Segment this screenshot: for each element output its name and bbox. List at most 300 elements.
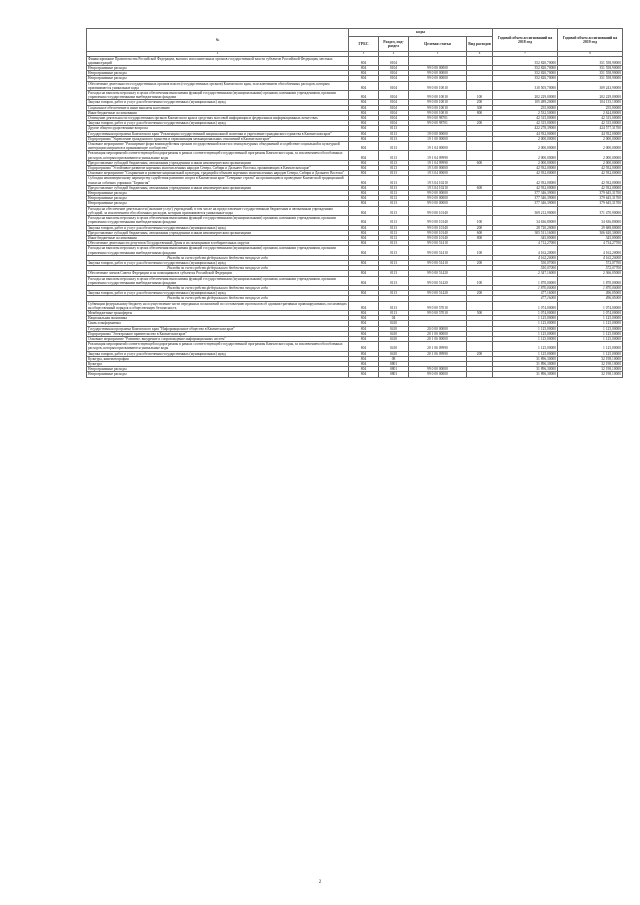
row-grbs: 804 [349,225,379,230]
table-row [87,246,623,255]
table-row [87,91,623,100]
row-razdel: 0113 [379,142,409,151]
row-expense-type [467,142,493,151]
row-target-article: 19 3 00 00000 [409,166,467,171]
row-name: Связь и информатика [87,321,349,326]
row-name: Расходы на выплаты персоналу в целях обеспечения выполнения функций государственными (муниципальными) органами, казенными учреждениями, органами управления государственными внебюджетными фондами [87,276,349,285]
row-target-article: 99 0 00 10140 [409,235,467,240]
row-expense-type [467,206,493,215]
row-amount-2019: 4 162,20000 [558,246,623,255]
row-name: Государственная программа Камчатского края "Информационное общество в Камчатском крае" [87,326,349,331]
row-name: Другие общегосударственные вопросы [87,126,349,131]
row-name: Иные бюджетные ассигнования [87,110,349,115]
col-header-grbs: ГРБС [349,37,379,52]
row-grbs: 804 [349,121,379,126]
row-razdel: 0113 [379,176,409,185]
row-razdel: 0104 [379,121,409,126]
row-amount-2018: 345,00000 [493,235,558,240]
row-target-article: 19 1 00 00000 [409,136,467,141]
row-amount-2019: 351 558,90000 [558,66,623,71]
row-amount-2019: 371 470,90000 [558,206,623,215]
row-amount-2019: 379 645,31700 [558,196,623,201]
row-expense-type [467,342,493,351]
row-amount-2018: 28 720,20000 [493,225,558,230]
row-name: Закупка товаров, работ и услуг для обеспечения государственных (муниципальных) нужд [87,260,349,265]
row-grbs: 804 [349,246,379,255]
row-grbs: 804 [349,310,379,315]
row-amount-2019: 496,05000 [558,296,623,301]
row-amount-2018: 352 820,70000 [493,56,558,65]
row-amount-2019: 2 624,80000 [558,110,623,115]
row-name: Предоставление субсидий бюджетным, автономным учреждениям и иным некоммерческим организациям [87,230,349,235]
row-amount-2018: 31 896,30000 [493,367,558,372]
row-grbs: 804 [349,176,379,185]
row-expense-type: 100 [467,276,493,285]
row-amount-2019: 42 315,00000 [558,121,623,126]
row-name: Закупка товаров, работ и услуг для обеспечения государственных (муниципальных) нужд [87,121,349,126]
row-name: Расходы на выплаты персоналу в целях обеспечения выполнения функций государственными (муниципальными) органами, казенными учреждениями, органами управления государственными внебюджетными фондами [87,216,349,225]
row-razdel: 0113 [379,160,409,165]
row-target-article: 99 0 00 00000 [409,71,467,76]
row-target-article: 99 0 00 10010 [409,100,467,105]
row-amount-2019: 1 125,00000 [558,316,623,321]
row-razdel: 04 [379,316,409,321]
row-expense-type: 500 [467,310,493,315]
row-target-article: 99 0 00 10140 [409,206,467,215]
col-header-cs: Целевая статья [409,37,467,52]
row-expense-type: 200 [467,121,493,126]
row-target-article: 99 0 00 00000 [409,201,467,206]
row-target-article: 99 0 00 98701 [409,121,467,126]
table-row [87,301,623,310]
row-amount-2018: 1 125,00000 [493,336,558,341]
row-grbs: 804 [349,110,379,115]
row-grbs: 804 [349,351,379,356]
row-amount-2018: 310 505,70000 [493,81,558,90]
row-target-article: 99 0 00 10010 [409,110,467,115]
row-razdel: 0113 [379,166,409,171]
row-amount-2018: 2 000,00000 [493,151,558,160]
row-amount-2018: 550,07000 [493,266,558,271]
row-razdel: 0410 [379,351,409,356]
col-header-vr: Вид расходов [467,37,493,52]
row-expense-type: 100 [467,91,493,100]
row-amount-2018: 31 896,30000 [493,372,558,377]
row-name: Непрограммные расходы [87,76,349,81]
row-amount-2018: 477,16000 [493,296,558,301]
row-razdel: 0113 [379,185,409,190]
row-amount-2018: 42 932,00000 [493,166,558,171]
row-razdel: 0104 [379,81,409,90]
row-grbs: 804 [349,235,379,240]
row-razdel: 0113 [379,246,409,255]
row-name: Подпрограмма "Устойчивое развитие коренных малочисленных народов Севера, Сибири и Дальнего Востока, проживающих в Камчатском крае" [87,166,349,171]
row-amount-2019: 496,05000 [558,291,623,296]
row-razdel: 0113 [379,216,409,225]
row-amount-2018: 31 896,30000 [493,356,558,361]
row-amount-2019: 1 870,00000 [558,276,623,285]
row-amount-2018: 31 896,30000 [493,361,558,366]
row-name: Предоставление субсидий бюджетным, автономным учреждениям и иным некоммерческим организациям [87,185,349,190]
row-name: Социальное обеспечение и иные выплаты населению [87,105,349,110]
row-amount-2019: 379 645,31700 [558,191,623,196]
table-row [87,206,623,215]
row-amount-2018: 1 125,00000 [493,316,558,321]
budget-table-body [87,56,623,377]
row-name: Закупка товаров, работ и услуг для обеспечения государственных (муниципальных) нужд [87,291,349,296]
row-name: Непрограммные расходы [87,196,349,201]
col-header-razdel: Раздел, под-раздел [379,37,409,52]
row-target-article: 99 0 00 10140 [409,225,467,230]
row-amount-2019: 4 734,27700 [558,241,623,246]
row-amount-2018: 42 315,00000 [493,116,558,121]
row-amount-2019: 32 198,10000 [558,372,623,377]
row-name: Непрограммные расходы [87,367,349,372]
row-amount-2019: 255,00000 [558,105,623,110]
row-grbs: 804 [349,116,379,121]
row-amount-2018: 2 532,50000 [493,110,558,115]
table-row [87,142,623,151]
row-razdel: 0113 [379,191,409,196]
budget-table-sheet [86,28,622,378]
col-header-2018: Годовой объем ассигнований на 2018 год [493,29,558,52]
row-amount-2018: 377 346,39000 [493,196,558,201]
row-razdel: 0113 [379,225,409,230]
row-target-article: 20 0 00 00000 [409,326,467,331]
row-target-article: 99 0 00 00000 [409,372,467,377]
row-name: Непрограммные расходы [87,201,349,206]
row-grbs: 804 [349,105,379,110]
row-razdel: 0104 [379,100,409,105]
row-name: Обеспечение деятельности депутатов Государственной Думы и их помощников в избирательных округах [87,241,349,246]
page-number: 2 [318,880,322,885]
row-grbs: 804 [349,81,379,90]
row-grbs: 804 [349,276,379,285]
row-amount-2018: 4 162,20000 [493,246,558,255]
row-target-article: 99 0 00 51410 [409,260,467,265]
row-razdel: 0410 [379,326,409,331]
col-number-6: 6 [467,52,493,57]
table-row [87,216,623,225]
row-name: Освещение деятельности государственных органов Камчатского края в средствах массовой информации и федеральных информационных агентствах [87,116,349,121]
row-amount-2018: 377 346,39000 [493,191,558,196]
row-razdel: 0410 [379,342,409,351]
row-name: Закупка товаров, работ и услуг для обеспечения государственных (муниципальных) нужд [87,100,349,105]
row-grbs: 804 [349,367,379,372]
row-razdel: 0113 [379,260,409,265]
row-razdel: 0104 [379,56,409,65]
row-name: Непрограммные расходы [87,372,349,377]
table-row [87,176,623,185]
row-amount-2019: 2 000,00000 [558,136,623,141]
row-amount-2019: 351 558,90000 [558,76,623,81]
row-name: Субвенции федеральному бюджету на осуществление части переданных полномочий по составлению протоколов об административных правонарушениях, посягающих на общественный порядок и общественную безопасность [88,301,347,310]
table-row [87,56,623,65]
row-amount-2018: 352 820,70000 [493,76,558,81]
row-razdel: 0113 [379,310,409,315]
col-number-4: 4 [379,52,409,57]
row-expense-type [467,372,493,377]
row-amount-2019: 29 688,80000 [558,225,623,230]
row-amount-2019: 42 315,00000 [558,116,623,121]
row-grbs: 804 [349,191,379,196]
row-razdel: 0113 [379,151,409,160]
row-amount-2019: 1 125,00000 [558,351,623,356]
row-amount-2019: 32 198,10000 [558,367,623,372]
row-grbs: 804 [349,100,379,105]
row-target-article: 99 0 00 10010 [409,105,467,110]
row-razdel: 0113 [379,206,409,215]
row-amount-2019: 32 198,10000 [558,356,623,361]
row-expense-type [467,176,493,185]
row-grbs: 804 [349,56,379,65]
row-amount-2019: 42 932,00000 [558,166,623,171]
row-amount-2019: 2 000,00000 [558,142,623,151]
row-name: Иные бюджетные ассигнования [87,235,349,240]
col-number-3: 3 [349,52,379,57]
row-amount-2018: 105 489,20000 [493,100,558,105]
row-target-article: 99 0 00 00000 [409,66,467,71]
row-expense-type: 200 [467,351,493,356]
row-razdel: 0801 [379,372,409,377]
row-expense-type [467,81,493,90]
row-name: Национальная экономика [87,316,349,321]
row-amount-2019: 424 577,31700 [558,126,623,131]
row-amount-2019: 42 932,00000 [558,171,623,176]
row-target-article: 99 0 00 51420 [409,291,467,296]
row-amount-2018: 34 636,80000 [493,216,558,225]
row-target-article: 20 1 06 09990 [409,351,467,356]
row-amount-2019: 1 074,00000 [558,301,623,310]
row-razdel: 0113 [379,301,409,310]
col-header-num: № [87,29,349,52]
row-target-article: 99 0 00 51420 [409,276,467,285]
row-name: Расходы за счет средств федерального бюджета текущего года [87,255,349,260]
row-expense-type: 200 [467,100,493,105]
row-amount-2018: 1 870,00000 [493,276,558,285]
row-name: Финансирование Правительства Российской Федерации, высших исполнительных органов государственной власти субъектов Российской Федерации, местных администраций [87,56,349,65]
row-name: Расходы на выплаты персоналу в целях обеспечения выполнения функций государственными (муниципальными) органами, казенными учреждениями, органами управления государственными внебюджетными фондами [87,246,349,255]
row-amount-2018: 42 932,00000 [493,185,558,190]
row-target-article: 99 0 00 00000 [409,76,467,81]
row-expense-type: 200 [467,260,493,265]
row-amount-2019: 351 558,90000 [558,56,623,65]
row-name: Субсидия некоммерческому партнерству содействия развитию спорта в Камчатском крае "Северные стрелы" на организацию и проведение Камчатской традиционной гонки на собачьих упряжках "Берингия" [87,176,349,185]
row-razdel: 0113 [379,126,409,131]
row-razdel: 0113 [379,271,409,276]
row-amount-2019: 42 932,00000 [558,185,623,190]
row-amount-2019: 4 162,20000 [558,255,623,260]
row-amount-2019: 104 135,10000 [558,100,623,105]
row-target-article: 99 0 00 00000 [409,367,467,372]
row-name: Реализация мероприятий соответствующей подпрограммы в рамках соответствующей государственной программы Камчатского края, за исключением обособленных расходов, которым присваиваются уникальные коды [87,342,349,351]
row-name: Расходы за счет средств федерального бюджета текущего года [87,285,349,290]
row-amount-2019: 2 366,05000 [558,271,623,276]
row-grbs: 804 [349,131,379,136]
row-grbs: 804 [349,260,379,265]
table-row [87,81,623,90]
col-number-5: 5 [409,52,467,57]
row-razdel: 0113 [379,235,409,240]
row-target-article: 99 0 00 51420 [409,271,467,276]
row-name: Закупка товаров, работ и услуг для обеспечения государственных (муниципальных) нужд [87,225,349,230]
row-grbs: 804 [349,185,379,190]
row-grbs: 804 [349,241,379,246]
row-expense-type [467,56,493,65]
row-grbs: 804 [349,331,379,336]
row-grbs: 804 [349,361,379,366]
row-amount-2018: 202 229,00000 [493,91,558,100]
row-razdel: 0104 [379,66,409,71]
row-expense-type [467,151,493,160]
row-name: Подпрограмма "Укрепление гражданского единства и гармонизация межнациональных отношений в Камчатском крае" [87,136,349,141]
row-razdel: 08 [379,356,409,361]
row-amount-2019: 44 932,00000 [558,131,623,136]
row-amount-2018: 42 932,00000 [493,171,558,176]
row-target-article: 19 3 04 10210 [409,185,467,190]
row-grbs: 804 [349,66,379,71]
row-expense-type: 200 [467,291,493,296]
row-expense-type: 200 [467,225,493,230]
row-grbs: 804 [349,356,379,361]
table-row [87,151,623,160]
row-expense-type: 300 [467,105,493,110]
row-name: Обеспечение членов Совета Федерации и их помощников в субъектах Российской Федерации [87,271,349,276]
row-expense-type [467,301,493,310]
row-razdel: 0104 [379,110,409,115]
table-row [87,372,623,377]
row-amount-2019: 351 558,90000 [558,71,623,76]
row-amount-2018: 4 712,27000 [493,241,558,246]
row-amount-2018: 1 125,00000 [493,351,558,356]
row-grbs: 804 [349,76,379,81]
row-grbs: 804 [349,321,379,326]
row-grbs: 804 [349,326,379,331]
row-amount-2018: 2 347,16000 [493,271,558,276]
row-grbs: 804 [349,142,379,151]
row-razdel: 0113 [379,241,409,246]
row-expense-type: 600 [467,230,493,235]
row-target-article: 99 0 00 10140 [409,230,467,235]
row-grbs: 804 [349,206,379,215]
row-amount-2018: 1 125,00000 [493,321,558,326]
row-expense-type: 600 [467,160,493,165]
row-amount-2019: 379 645,31700 [558,201,623,206]
row-razdel: 0104 [379,71,409,76]
row-target-article: 99 0 00 00000 [409,191,467,196]
row-amount-2018: 477,16000 [493,291,558,296]
row-amount-2018: 255,00000 [493,105,558,110]
row-razdel: 0113 [379,201,409,206]
row-grbs: 804 [349,196,379,201]
row-amount-2018: 42 932,00000 [493,176,558,185]
row-grbs: 804 [349,342,379,351]
row-target-article: 99 0 00 51410 [409,241,467,246]
row-name: Основное мероприятие "Развитие, внедрение и сопровождение информационных систем" [87,336,349,341]
row-amount-2019: 572,07700 [558,266,623,271]
row-name: Основное мероприятие "Расширение форм взаимодействия органов государственной власти и этнокультурных объединений и содействие социальной и культурной интеграции мигрантов в принимающее сообщество" [87,142,349,151]
row-name: Непрограммные расходы [87,71,349,76]
row-amount-2019: 306 620,30000 [558,230,623,235]
row-target-article: 99 0 00 57010 [409,301,467,310]
row-amount-2018: 1 074,00000 [493,301,558,310]
row-name: Основное мероприятие "Сохранение и развитие национальной культуры, традиций и обычаев коренных малочисленных народов Севера, Сибири и Дальнего Востока" [87,171,349,176]
row-amount-2019: 345,00000 [558,235,623,240]
row-amount-2019: 42 932,00000 [558,176,623,185]
row-amount-2018: 42 315,00000 [493,121,558,126]
row-grbs: 804 [349,301,379,310]
row-razdel: 0104 [379,116,409,121]
row-grbs: 804 [349,71,379,76]
row-razdel: 0104 [379,105,409,110]
row-amount-2018: 4 162,20000 [493,255,558,260]
row-target-article: 99 0 00 00000 [409,196,467,201]
row-expense-type: 100 [467,246,493,255]
row-grbs: 804 [349,201,379,206]
row-name: Подпрограмма "Электронное правительство в Камчатском крае" [87,331,349,336]
row-amount-2018: 44 932,00000 [493,131,558,136]
row-grbs: 804 [349,160,379,165]
row-expense-type: 100 [467,216,493,225]
row-target-article: 99 0 00 98701 [409,116,467,121]
row-amount-2018: 1 870,00000 [493,285,558,290]
row-amount-2018: 352 820,70000 [493,71,558,76]
row-target-article [409,56,467,65]
row-name: Реализация мероприятий соответствующей подпрограммы в рамках соответствующей государственной программы Камчатского края, за исключением обособленных расходов, которым присваиваются уникальные коды [87,151,349,160]
row-razdel: 0104 [379,76,409,81]
row-razdel: 0113 [379,171,409,176]
row-amount-2018: 1 125,00000 [493,326,558,331]
row-razdel: 0113 [379,131,409,136]
row-target-article: 99 0 00 51410 [409,246,467,255]
row-amount-2018: 352 820,70000 [493,66,558,71]
row-expense-type: 800 [467,235,493,240]
col-number-8: 8 [558,52,623,57]
row-amount-2019: 2 000,00000 [558,160,623,165]
row-grbs: 804 [349,291,379,296]
row-amount-2018: 1 125,00000 [493,331,558,336]
row-amount-2019: 309 243,90000 [558,81,623,90]
row-grbs: 804 [349,230,379,235]
row-target-article: 19 3 04 00000 [409,171,467,176]
row-razdel: 0113 [379,230,409,235]
row-amount-2019: 1 074,00000 [558,310,623,315]
row-grbs: 804 [349,336,379,341]
row-name: Непрограммные расходы [87,66,349,71]
row-razdel: 0113 [379,276,409,285]
row-name: Непрограммные расходы [87,191,349,196]
col-number-7: 7 [493,52,558,57]
row-grbs: 804 [349,136,379,141]
row-grbs: 804 [349,166,379,171]
row-amount-2019: 572,07700 [558,260,623,265]
row-amount-2018: 550,07000 [493,260,558,265]
row-razdel: 0410 [379,336,409,341]
row-amount-2019: 1 125,00000 [558,336,623,341]
row-target-article: 99 0 00 57010 [409,310,467,315]
row-name: Предоставление субсидий бюджетным, автономным учреждениям и иным некоммерческим организациям [87,160,349,165]
row-razdel: 0410 [379,331,409,336]
row-grbs: 804 [349,171,379,176]
row-expense-type: 600 [467,185,493,190]
row-amount-2018: 369 212,90000 [493,206,558,215]
row-razdel: 0113 [379,196,409,201]
table-row [87,342,623,351]
row-amount-2019: 1 125,00000 [558,326,623,331]
row-name: Межбюджетные трансферты [87,310,349,315]
row-target-article: 20 1 00 00000 [409,331,467,336]
row-grbs: 804 [349,216,379,225]
